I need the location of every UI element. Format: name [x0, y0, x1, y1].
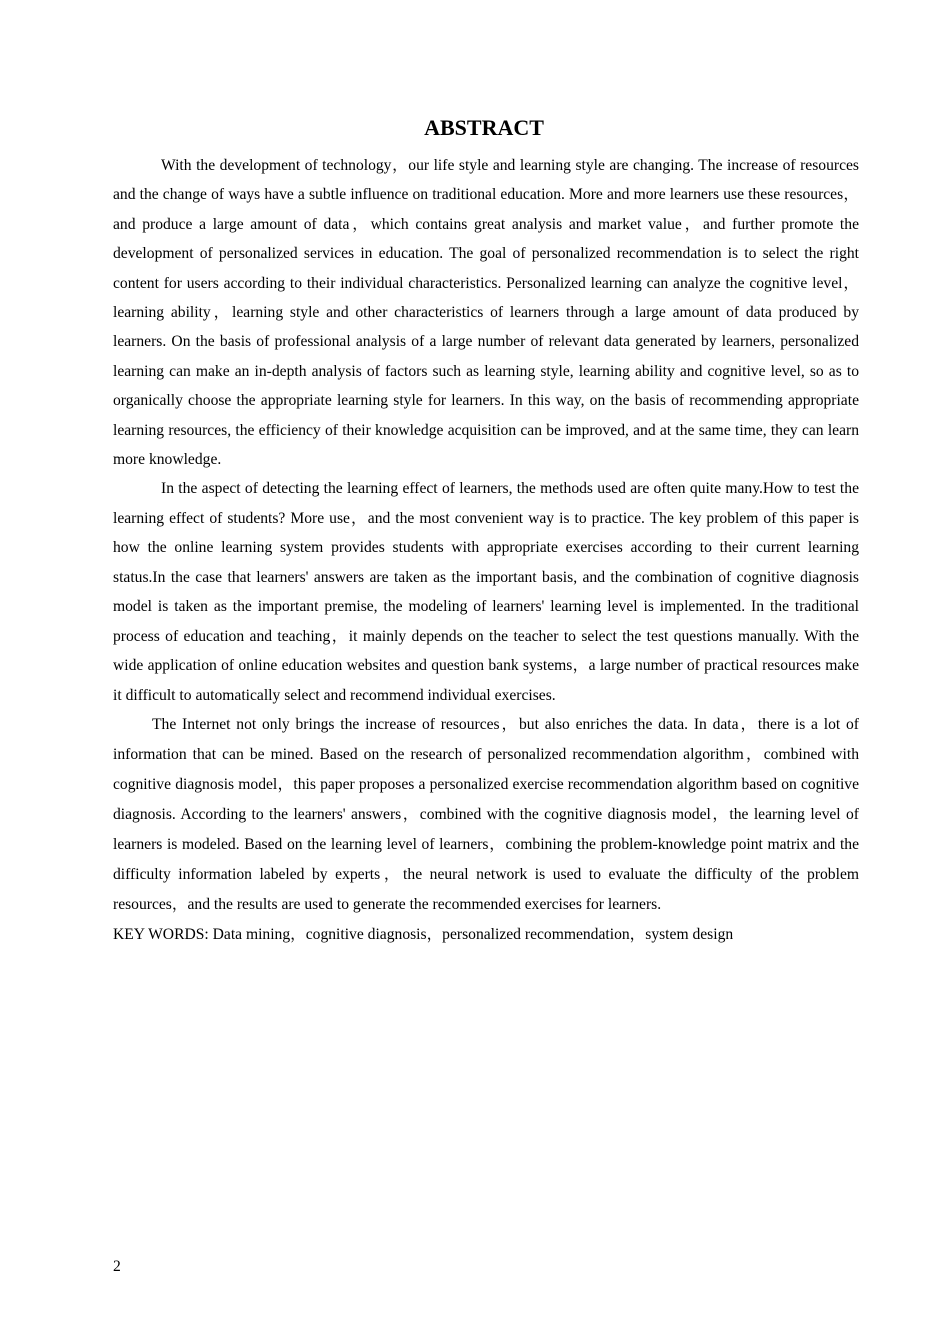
abstract-paragraph-1: With the development of technology，our life style and learning style are changing. The increase of resources and the change of ways have a subtle influence on traditional education. More and more learners use these resources，and produce a large amount of data，which contains great analysis and market value，and further promote the development of personalized services in education. The goal of personalized recommendation is to select the right content for users according to their individual characteristics. Personalized learning can analyze the cognitive level，learning ability，learning style and other characteristics of learners through a large amount of data produced by learners. On the basis of professional analysis of a large number of relevant data generated by learners, personalized learning can make an in-depth analysis of factors such as learning style, learning ability and cognitive level, so as to organically choose the appropriate learning style for learners. In this way, on the basis of recommending appropriate learning resources, the efficiency of their knowledge acquisition can be improved, and at the same time, they can learn more knowledge.: [113, 157, 859, 469]
page-number: 2: [113, 1258, 121, 1275]
abstract-paragraph-2: In the aspect of detecting the learning effect of learners, the methods used are often quite many.How to test the learning effect of students? More use，and the most convenient way is to practice. The key problem of this paper is how the online learning system provides students with appropriate exercises according to their current learning status.In the case that learners' answers are taken as the important basis, and the combination of cognitive diagnosis model is taken as the important premise, the modeling of learners' learning level is implemented. In the traditional process of education and teaching，it mainly depends on the teacher to select the test questions manually. With the wide application of online education websites and question bank systems，a large number of practical resources make it difficult to automatically select and recommend individual exercises.: [113, 480, 859, 704]
abstract-paragraph-3: The Internet not only brings the increase of resources，but also enriches the data. In data，there is a lot of information that can be mined. Based on the research of personalized recommendation algorithm，combined with cognitive diagnosis model，this paper proposes a personalized exercise recommendation algorithm based on cognitive diagnosis. According to the learners' answers，combined with the cognitive diagnosis model，the learning level of learners is modeled. Based on the learning level of learners，combining the problem-knowledge point matrix and the difficulty information labeled by experts，the neural network is used to evaluate the difficulty of the problem resources，and the results are used to generate the recommended exercises for learners.: [113, 716, 859, 914]
abstract-body: [113, 151, 859, 950]
keywords-line: KEY WORDS: Data mining，cognitive diagnosis，personalized recommendation，system design: [113, 926, 734, 944]
abstract-title: ABSTRACT: [424, 115, 544, 140]
